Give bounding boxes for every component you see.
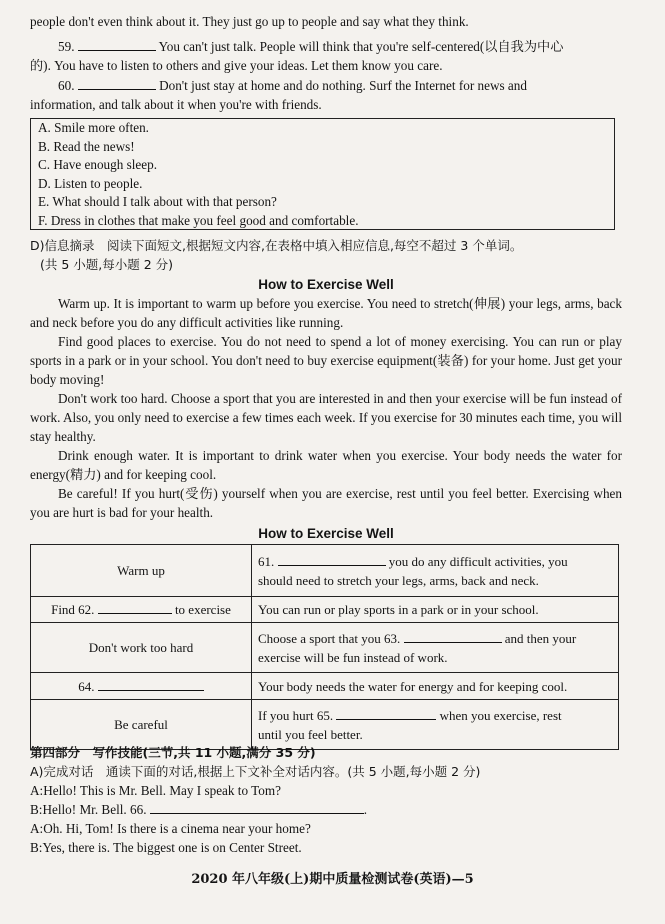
option-e: E. What should I talk about with that person? <box>38 194 277 209</box>
table-cell <box>31 673 252 700</box>
table-cell: Be careful <box>31 700 252 750</box>
cell-text: Choose a sport that you 63. <box>258 630 401 646</box>
table-cell <box>252 623 619 673</box>
table-row <box>31 597 619 623</box>
part4 <box>30 743 640 857</box>
dialogue-line: B:Hello! Mr. Bell. 66. . <box>30 802 368 817</box>
table-row <box>31 673 619 700</box>
question-text: You can't just talk. People will think that you're self-centered(以自我为中心 <box>158 39 564 54</box>
cell-text: until you feel better. <box>258 726 363 742</box>
question-number: 59. <box>58 39 75 54</box>
cell-text: to exercise <box>174 602 231 617</box>
table-cell: Your body needs the water for energy and for keeping cool. <box>252 673 619 700</box>
cell-text: exercise will be fun instead of work. <box>258 649 448 665</box>
passage-paragraph: Drink enough water. It is important to drink water when you exercise. Your body needs the water for energy(精力) and for keeping cool. <box>30 448 622 482</box>
answer-blank-65[interactable] <box>336 706 436 720</box>
q58-tail <box>30 12 622 31</box>
answer-blank-60[interactable] <box>78 76 156 90</box>
option-d: D. Listen to people. <box>38 175 143 191</box>
options-box <box>30 118 615 230</box>
answer-blank-62[interactable] <box>98 600 172 614</box>
option-f: F. Dress in clothes that make you feel good and comfortable. <box>38 212 359 228</box>
table-cell: Don't work too hard <box>31 623 252 673</box>
dialogue-text: B:Hello! Mr. Bell. 66. <box>30 802 147 817</box>
option-a: A. Smile more often. <box>38 120 149 135</box>
question-number: 64. <box>78 678 95 694</box>
question-text: Don't just stay at home and do nothing. Surf the Internet for news and <box>159 78 527 93</box>
answer-blank-66[interactable] <box>150 800 364 814</box>
dialogue-line: B:Yes, there is. The biggest one is on Center Street. <box>30 840 302 855</box>
section-points: (共 5 小题,每小题 2 分) <box>40 257 174 272</box>
dialogue-line: A:Hello! This is Mr. Bell. May I speak to Tom? <box>30 783 281 798</box>
question-number: 60. <box>58 78 75 93</box>
paragraph: people don't even think about it. They just go up to people and say what they think. <box>30 14 469 29</box>
answer-blank-59[interactable] <box>78 37 156 51</box>
dialogue-line: A:Oh. Hi, Tom! Is there is a cinema near your home? <box>30 821 311 836</box>
passage-paragraph: Be careful! If you hurt(受伤) yourself when you are exercise, rest until you feel better. Exercising when you are hurt is bad for your health. <box>30 486 622 520</box>
table-row <box>31 545 619 597</box>
cell-text: should need to stretch your legs, arms, back and neck. <box>258 572 539 588</box>
table-row <box>31 700 619 750</box>
cell-text: you do any difficult activities, you <box>388 553 568 569</box>
cell-text: and then your <box>504 630 577 646</box>
page-footer: 2020 年八年级(上)期中质量检测试卷(英语)—5 <box>191 872 474 887</box>
q59 <box>30 37 622 75</box>
answer-blank-61[interactable] <box>278 552 386 566</box>
section-instruction: D)信息摘录 阅读下面短文,根据短文内容,在表格中填入相应信息,每空不超过 3 个单词。 <box>30 238 523 253</box>
table-row <box>31 623 619 673</box>
passage-title: How to Exercise Well <box>258 277 394 292</box>
answer-blank-63[interactable] <box>404 629 502 643</box>
cell-text: If you hurt 65. <box>258 707 334 723</box>
answer-blank-64[interactable] <box>98 677 204 691</box>
table-title: How to Exercise Well <box>258 526 394 541</box>
table-cell <box>252 545 619 597</box>
passage <box>30 294 622 522</box>
option-b: B. Read the news! <box>38 138 135 154</box>
part-heading: 第四部分 写作技能(三节,共 11 小题,满分 35 分) <box>30 745 316 760</box>
info-table <box>30 544 619 750</box>
q60 <box>30 76 622 114</box>
table-cell <box>31 597 252 623</box>
question-number: 61. <box>258 553 275 569</box>
table-cell: Warm up <box>31 545 252 597</box>
section-d-heading <box>30 236 640 274</box>
question-text: 的). You have to listen to others and give your ideas. Let them know you care. <box>30 58 443 73</box>
table-cell: You can run or play sports in a park or in your school. <box>252 597 619 623</box>
option-c: C. Have enough sleep. <box>38 157 158 172</box>
passage-paragraph: Find good places to exercise. You do not need to spend a lot of money exercising. You can run or play sports in a park or in your school. You don't need to buy exercise equipment(装备) for your home. Just get your body moving! <box>30 334 622 387</box>
passage-paragraph: Warm up. It is important to warm up before you exercise. You need to stretch(伸展) your legs, arms, back and neck before you do any difficult activities like running. <box>30 296 622 330</box>
cell-text: Find 62. <box>51 602 95 617</box>
question-text: information, and talk about it when you're with friends. <box>30 97 322 112</box>
sub-instruction: A)完成对话 通读下面的对话,根据上下文补全对话内容。(共 5 小题,每小题 2 分) <box>30 764 481 779</box>
table-cell <box>252 700 619 750</box>
cell-text: when you exercise, rest <box>439 707 562 723</box>
passage-paragraph: Don't work too hard. Choose a sport that you are interested in and then your exercise will be fun instead of work. Also, you only need to exercise a few times each week. If you exercise for 30 minutes each time, you will stay healthy. <box>30 391 622 444</box>
